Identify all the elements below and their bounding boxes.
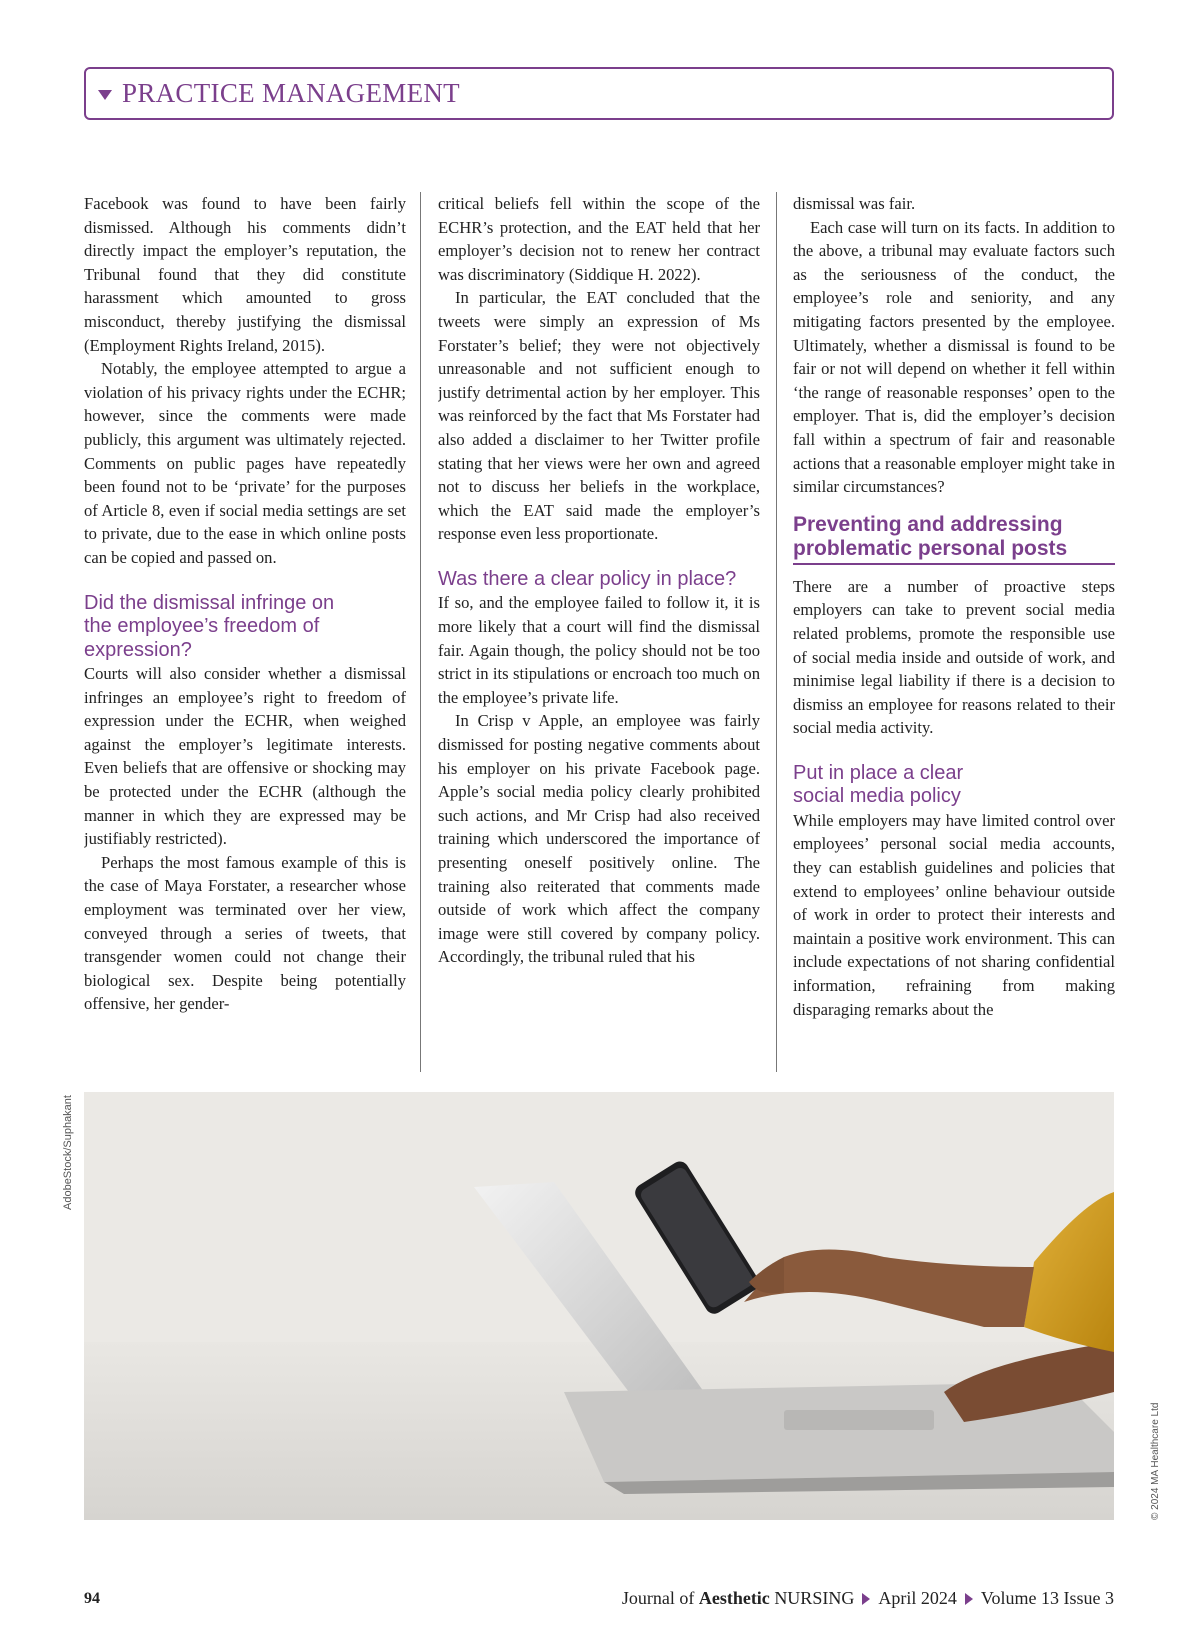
journal-info [622,1588,1114,1609]
column-1 [84,192,406,1074]
subheading: Put in place a clear social media policy [793,761,964,808]
volume-issue: Volume 13 Issue 3 [980,1588,1114,1608]
copyright-notice: © 2024 MA Healthcare Ltd [1150,1402,1161,1520]
column-divider [776,192,777,1072]
triangle-down-icon [98,90,112,100]
column-2 [438,192,760,1074]
laptop-phone-illustration [84,1092,1114,1520]
journal-prefix: Journal of [621,1588,699,1608]
triangle-right-icon [965,1593,973,1605]
paragraph: While employers may have limited control over employees’ personal social media accounts, they can establish guidelines and policies that extend to employees’ online behaviour outside of work in order to protect their interests and maintain a positive work environment. This can include expectations of not sharing confidential information, refraining from making disparaging remarks about the [793,810,1115,1019]
issue-date: April 2024 [878,1588,957,1608]
triangle-right-icon [862,1593,870,1605]
column-3 [793,192,1115,1074]
paragraph: In particular, the EAT concluded that the tweets were simply an expression of Ms Forstater’s belief; they were not objectively unreasonable and not sufficient enough to justify detrimental action by her employer. This was reinforced by the fact that Ms Forstater had also added a disclaimer to her Twitter profile stating that her views were her own and agreed not to discuss her beliefs in the workplace, which the EAT said made the employer’s response even less proportionate. [438,288,760,544]
section-banner [84,67,1114,120]
laptop-phone-photo [84,1092,1114,1520]
page-number: 94 [84,1590,100,1607]
journal-suffix: NURSING [769,1588,855,1608]
paragraph: There are a number of proactive steps employers can take to prevent social media related problems, promote the responsible use of social media inside and outside of work, and minimise legal liability if there is a decision to dismiss an employee for reasons related to their social media activity. [793,576,1115,738]
subheading: Did the dismissal infringe on the employee’s freedom of expression? [84,591,335,661]
paragraph: If so, and the employee failed to follow it, it is more likely that a court will find the dismissal fair. Again though, the policy should not be too strict in its stipulations or encroach too much on the employee’s private life. [438,593,760,707]
paragraph: Each case will turn on its facts. In addition to the above, a tribunal may evaluate factors such as the seriousness of the conduct, the employee’s role and seniority, and any mitigating factors presented by the employee. Ultimately, whether a dismissal is found to be fair or not will depend on whether it fell within ‘the range of reasonable responses’ open to the employer. That is, did the employer’s decision fall within a spectrum of fair and reasonable actions that a reasonable employer might take in similar circumstances? [793,217,1115,497]
photo-credit: AdobeStock/Suphakant [62,1095,74,1210]
column-divider [420,192,421,1072]
paragraph: dismissal was fair. [793,194,916,213]
section-heading: Preventing and addressing problematic personal posts [793,513,1115,565]
paragraph: Notably, the employee attempted to argue a violation of his privacy rights under the ECHR; however, since the comments were made publicly, this argument was ultimately rejected. Comments on public pages have repeatedly been found not to be ‘private’ for the purposes of Article 8, even if social media settings are set to private, due to the ease in which online posts can be copied and passed on. [84,359,406,567]
section-title: PRACTICE MANAGEMENT [122,78,460,108]
paragraph: Courts will also consider whether a dismissal infringes an employee’s right to freedom of expression under the ECHR, when weighed against the employer’s legitimate interests. Even beliefs that are offensive or shocking may be protected under the ECHR (although the manner in which they are expressed may be justifiably restricted). [84,664,406,849]
paragraph: Facebook was found to have been fairly dismissed. Although his comments didn’t directly impact the employer’s reputation, the Tribunal found that they did constitute harassment which amounted to gross misconduct, thereby justifying the dismissal (Employment Rights Ireland, 2015). [84,194,406,355]
journal-name-bold: Aesthetic [698,1588,770,1608]
paragraph: In Crisp v Apple, an employee was fairly dismissed for posting negative comments about his employer on his private Facebook page. Apple’s social media policy clearly prohibited such actions, and Mr Crisp had also received training which underscored the importance of presenting oneself positively online. The training also reiterated that comments made outside of work which affect the company image were still covered by company policy. Accordingly, the tribunal ruled that his [438,711,760,967]
paragraph: critical beliefs fell within the scope of the ECHR’s protection, and the EAT held that her employer’s decision not to renew her contract was discriminatory (Siddique H. 2022). [438,194,760,284]
subheading: Was there a clear policy in place? [438,567,737,590]
paragraph: Perhaps the most famous example of this is the case of Maya Forstater, a researcher whose employment was terminated over her view, conveyed through a series of tweets, that transgender women could not change their biological sex. Despite being potentially offensive, her gender- [84,852,406,1014]
